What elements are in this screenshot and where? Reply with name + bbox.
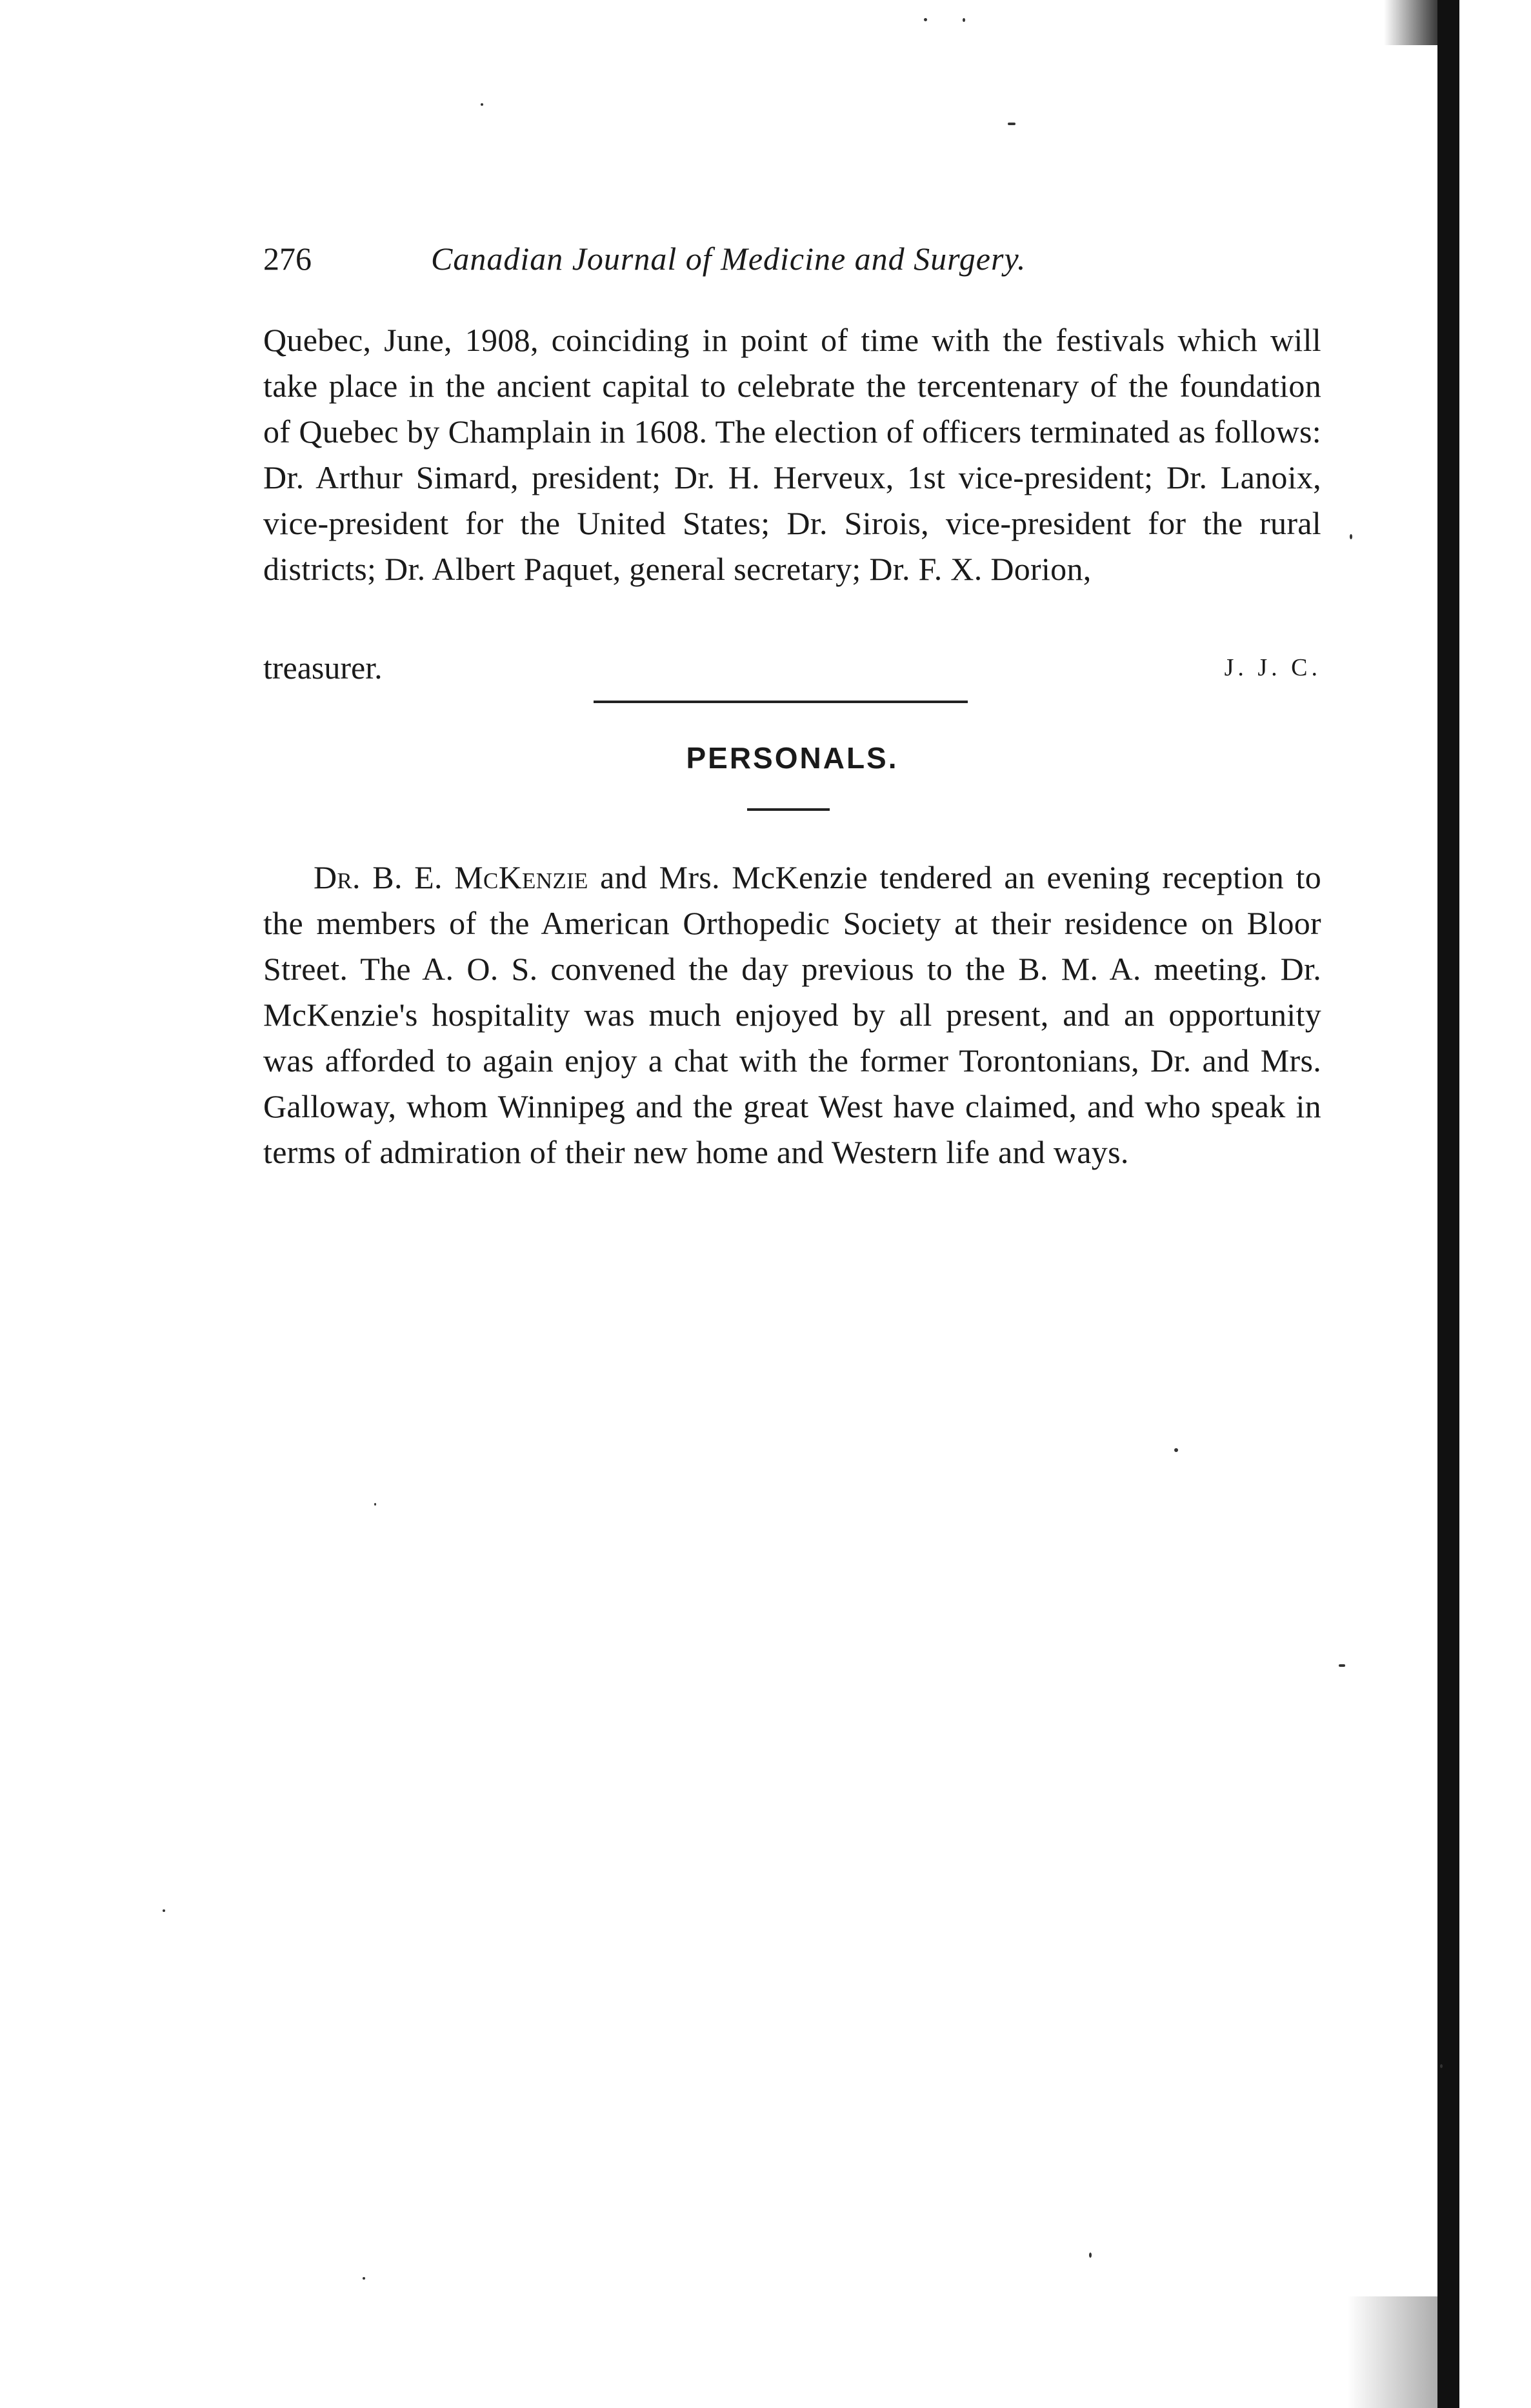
print-speck xyxy=(1339,1664,1345,1667)
signature-line xyxy=(263,645,1321,691)
print-speck xyxy=(1008,123,1016,125)
print-speck xyxy=(963,18,965,22)
binding-shadow-bottom xyxy=(1347,2296,1437,2408)
paragraph-text: and Mrs. McKenzie tendered an evening reception to the members of the American Orthopedic Society at their residence on Bloor Street. The A. O. S. convened the day previous to the B. M. A. meeting. Dr. McKenzie's hospitality was much enjoyed by all present, and an opportunity was afforded to again enjoy a chat with the former Torontonians, Dr. and Mrs. Galloway, whom Winnipeg and the great West have claimed, and who speak in terms of admiration of their new home and Western life and ways. xyxy=(263,859,1321,1170)
author-initials: J. J. C. xyxy=(1224,654,1321,681)
print-speck xyxy=(1440,2064,1443,2068)
running-head xyxy=(263,240,1321,292)
print-speck xyxy=(924,18,927,21)
print-speck xyxy=(1174,1448,1178,1452)
print-speck xyxy=(1089,2253,1092,2258)
personals-body xyxy=(263,855,1321,1175)
binding-shadow-top xyxy=(1384,0,1438,45)
print-speck xyxy=(363,2277,365,2280)
print-speck xyxy=(481,103,483,106)
print-speck xyxy=(1350,534,1352,539)
paragraph-last-line: treasurer. xyxy=(263,650,383,686)
continued-paragraph: Quebec, June, 1908, coinciding in point of time with the festivals which will take place in the ancient capital to celebrate the tercentenary of the foundation of Quebec by Champlain in 1608. The election of officers terminated as follows: Dr. Arthur Simard, president; Dr. H. Herveux, 1st vice-president; Dr. Lanoix, vice-president for the United States; Dr. Sirois, vice-president for the rural districts; Dr. Albert Paquet, general secretary; Dr. F. X. Dorion, xyxy=(263,322,1321,587)
page-edge-bar xyxy=(1437,0,1459,2408)
journal-title: Canadian Journal of Medicine and Surgery. xyxy=(431,241,1026,277)
page-number: 276 xyxy=(263,241,312,277)
heading-underline-rule xyxy=(747,808,830,811)
personals-paragraph xyxy=(263,855,1321,1175)
section-divider-rule xyxy=(594,701,968,703)
print-speck xyxy=(374,1503,376,1506)
section-heading: PERSONALS. xyxy=(686,741,899,775)
print-speck xyxy=(163,1909,165,1912)
lead-name: Dr. B. E. McKenzie xyxy=(314,859,588,895)
